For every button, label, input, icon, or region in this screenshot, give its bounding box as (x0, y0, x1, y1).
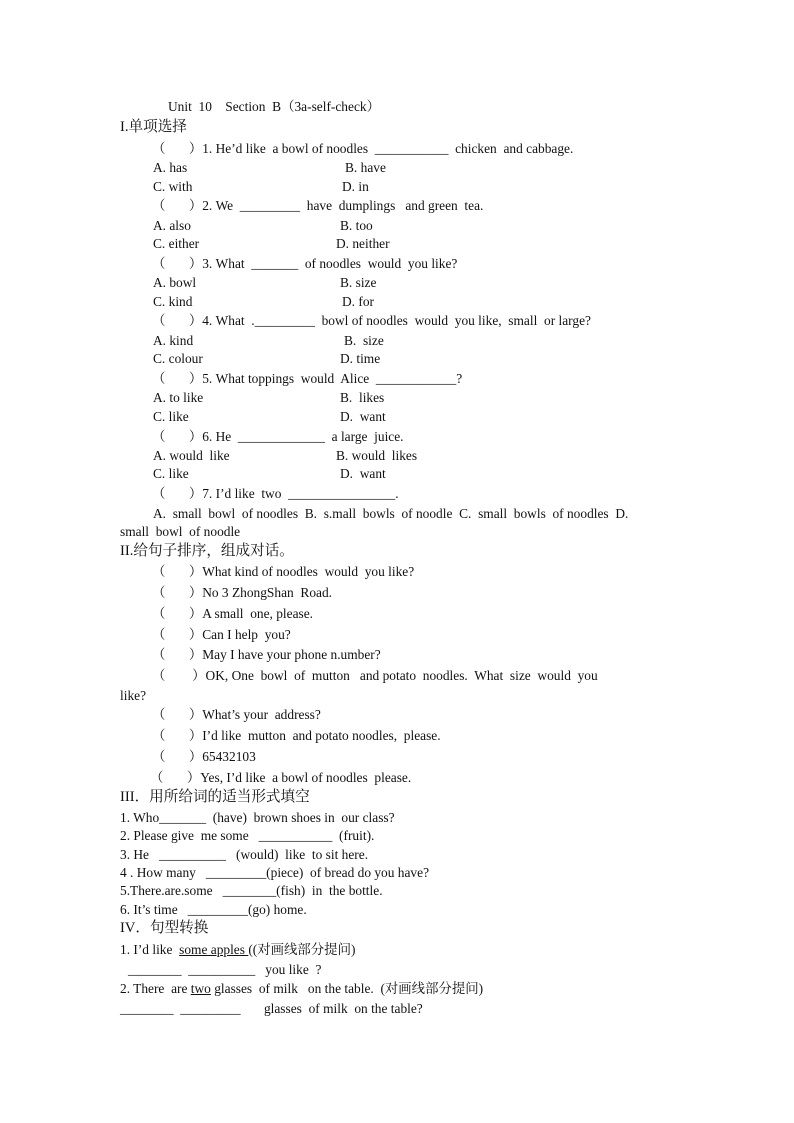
q5-option-b: B. likes (340, 390, 385, 405)
q3-option-d: D. for (342, 294, 374, 309)
question-3: （ ）3. What _______ of noodles would you like? (152, 256, 458, 271)
q3-option-a: A. bowl (153, 275, 197, 290)
question-1: （ ）1. He’d like a bowl of noodles ___________ chicken and cabbage. (152, 141, 574, 156)
fill-blank-4: 4 . How many _________(piece) of bread do you have? (120, 865, 430, 880)
q6-option-b: B. would likes (336, 448, 418, 463)
transform-1-answer: ________ __________ you like ? (128, 962, 322, 977)
q4-option-a: A. kind (153, 333, 194, 348)
transform-2 (120, 981, 483, 997)
q2-option-a: A. also (153, 218, 191, 233)
q7-options-continued: small bowl of noodle (120, 524, 241, 539)
fill-blank-3: 3. He __________ (would) like to sit here. (120, 847, 369, 862)
transform-1-suffix: ((对画线部分提问) (248, 942, 356, 957)
dialogue-line-6: （ ）OK, One bowl of mutton and potato noodles. What size would you (152, 668, 598, 683)
dialogue-line-2: （ ）No 3 ZhongShan Road. (152, 585, 333, 600)
q7-options: A. small bowl of noodles B. s.mall bowls of noodle C. small bowls of noodles D. (153, 506, 629, 521)
transform-2-prefix: 2. There are (120, 981, 191, 996)
dialogue-line-4: （ ）Can I help you? (152, 627, 291, 642)
question-6: （ ）6. He _____________ a large juice. (152, 429, 404, 444)
q2-option-b: B. too (340, 218, 373, 233)
fill-blank-6: 6. It’s time _________(go) home. (120, 902, 307, 917)
q1-option-b: B. have (345, 160, 386, 175)
q6-option-c: C. like (153, 466, 189, 481)
q1-option-d: D. in (342, 179, 369, 194)
fill-blank-1: 1. Who_______ (have) brown shoes in our class? (120, 810, 395, 825)
q2-option-c: C. either (153, 236, 200, 251)
q5-option-c: C. like (153, 409, 189, 424)
section-2-heading: II.给句子排序，组成对话。 (120, 543, 294, 559)
transform-2-answer: ________ _________ glasses of milk on the table? (120, 1001, 423, 1016)
q4-option-c: C. colour (153, 351, 203, 366)
dialogue-line-8: （ ）I’d like mutton and potato noodles, please. (152, 728, 441, 743)
transform-1 (120, 942, 355, 958)
transform-1-underlined: some apples (179, 942, 249, 957)
question-2: （ ）2. We _________ have dumplings and green tea. (152, 198, 484, 213)
dialogue-line-10: （ ）Yes, I’d like a bowl of noodles please. (150, 770, 412, 785)
transform-2-underlined: two (190, 981, 211, 996)
fill-blank-5: 5.There.are.some ________(fish) in the bottle. (120, 883, 383, 898)
section-3-heading: III．用所给词的适当形式填空 (120, 789, 310, 805)
q5-option-d: D. want (340, 409, 386, 424)
q1-option-a: A. has (153, 160, 188, 175)
transform-1-prefix: 1. I’d like (120, 942, 180, 957)
question-4: （ ）4. What ._________ bowl of noodles would you like, small or large? (152, 313, 591, 328)
dialogue-line-7: （ ）What’s your address? (152, 707, 321, 722)
q6-option-d: D. want (340, 466, 386, 481)
q6-option-a: A. would like (153, 448, 230, 463)
q5-option-a: A. to like (153, 390, 204, 405)
dialogue-line-6-continued: like? (120, 688, 147, 703)
worksheet-title: Unit 10 Section B（3a-self-check） (168, 99, 380, 114)
section-1-heading: I.单项选择 (120, 119, 187, 135)
q1-option-c: C. with (153, 179, 193, 194)
section-4-heading: IV．句型转换 (120, 920, 209, 936)
q3-option-b: B. size (340, 275, 377, 290)
transform-2-suffix: glasses of milk on the table. (对画线部分提问) (210, 981, 484, 996)
q3-option-c: C. kind (153, 294, 193, 309)
q4-option-d: D. time (340, 351, 381, 366)
question-7: （ ）7. I’d like two ________________. (152, 486, 399, 501)
dialogue-line-1: （ ）What kind of noodles would you like? (152, 564, 415, 579)
q4-option-b: B. size (344, 333, 384, 348)
dialogue-line-3: （ ）A small one, please. (152, 606, 314, 621)
question-5: （ ）5. What toppings would Alice ____________? (152, 371, 463, 386)
fill-blank-2: 2. Please give me some ___________ (fruit). (120, 828, 375, 843)
dialogue-line-9: （ ）65432103 (152, 749, 256, 764)
dialogue-line-5: （ ）May I have your phone n.umber? (152, 647, 381, 662)
q2-option-d: D. neither (336, 236, 390, 251)
